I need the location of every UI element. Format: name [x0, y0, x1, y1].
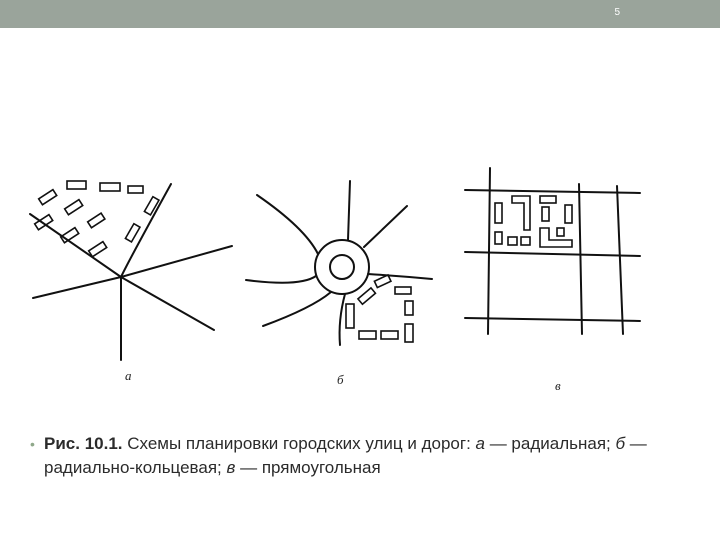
street: [33, 277, 121, 298]
building-blocks: [346, 275, 413, 342]
center-island: [330, 255, 354, 279]
caption-text: — прямоугольная: [235, 458, 381, 477]
caption-letter-c: в: [226, 458, 236, 477]
caption-text: — радиально-кольцевая;: [44, 434, 647, 477]
caption-letter-a: а: [475, 434, 485, 453]
building: [495, 203, 502, 223]
building: [374, 275, 391, 288]
building: [540, 196, 556, 203]
building: [521, 237, 530, 245]
building: [358, 288, 376, 304]
street: [340, 294, 345, 345]
building: [89, 242, 107, 257]
street: [579, 184, 582, 334]
building: [495, 232, 502, 244]
building: [67, 181, 86, 189]
building: [405, 324, 413, 342]
street: [121, 246, 232, 277]
building-blocks: [495, 196, 572, 247]
building: [381, 331, 398, 339]
street: [465, 252, 640, 256]
radial-ring-scheme: [246, 181, 432, 345]
street: [465, 318, 640, 321]
building: [88, 213, 105, 228]
building: [100, 183, 120, 191]
bullet-icon: •: [30, 436, 35, 452]
building: [395, 287, 411, 294]
caption-letter-b: б: [615, 434, 626, 453]
street: [263, 292, 331, 326]
building-blocks: [35, 181, 159, 257]
street: [246, 276, 316, 283]
building: [359, 331, 376, 339]
street: [368, 274, 432, 279]
building: [540, 228, 572, 247]
building: [557, 228, 564, 236]
building: [128, 186, 143, 193]
caption-text: — радиальная;: [484, 434, 616, 453]
caption-text: Схемы планировки городских улиц и дорог:: [122, 434, 476, 453]
street: [617, 186, 623, 334]
building: [125, 224, 140, 242]
street: [30, 214, 121, 277]
figure-label-a: а: [125, 368, 132, 383]
figure-label-b: б: [337, 372, 344, 387]
building: [65, 200, 83, 215]
building: [508, 237, 517, 245]
building: [512, 196, 530, 230]
building: [542, 207, 549, 221]
building: [346, 304, 354, 328]
figure-label-c: в: [555, 378, 561, 393]
figure-caption: [30, 432, 694, 480]
street: [488, 168, 490, 334]
page-number: 5: [614, 7, 620, 18]
street: [348, 181, 350, 240]
street: [121, 277, 214, 330]
building: [405, 301, 413, 315]
building: [144, 197, 159, 215]
radial-scheme: [30, 181, 232, 360]
street: [121, 184, 171, 277]
caption-figure-number: Рис. 10.1.: [44, 434, 123, 453]
rectangular-scheme: [465, 168, 640, 334]
street: [364, 206, 407, 247]
street: [465, 190, 640, 193]
building: [565, 205, 572, 223]
ring-road: [315, 240, 369, 294]
street: [257, 195, 318, 254]
building: [39, 190, 57, 205]
